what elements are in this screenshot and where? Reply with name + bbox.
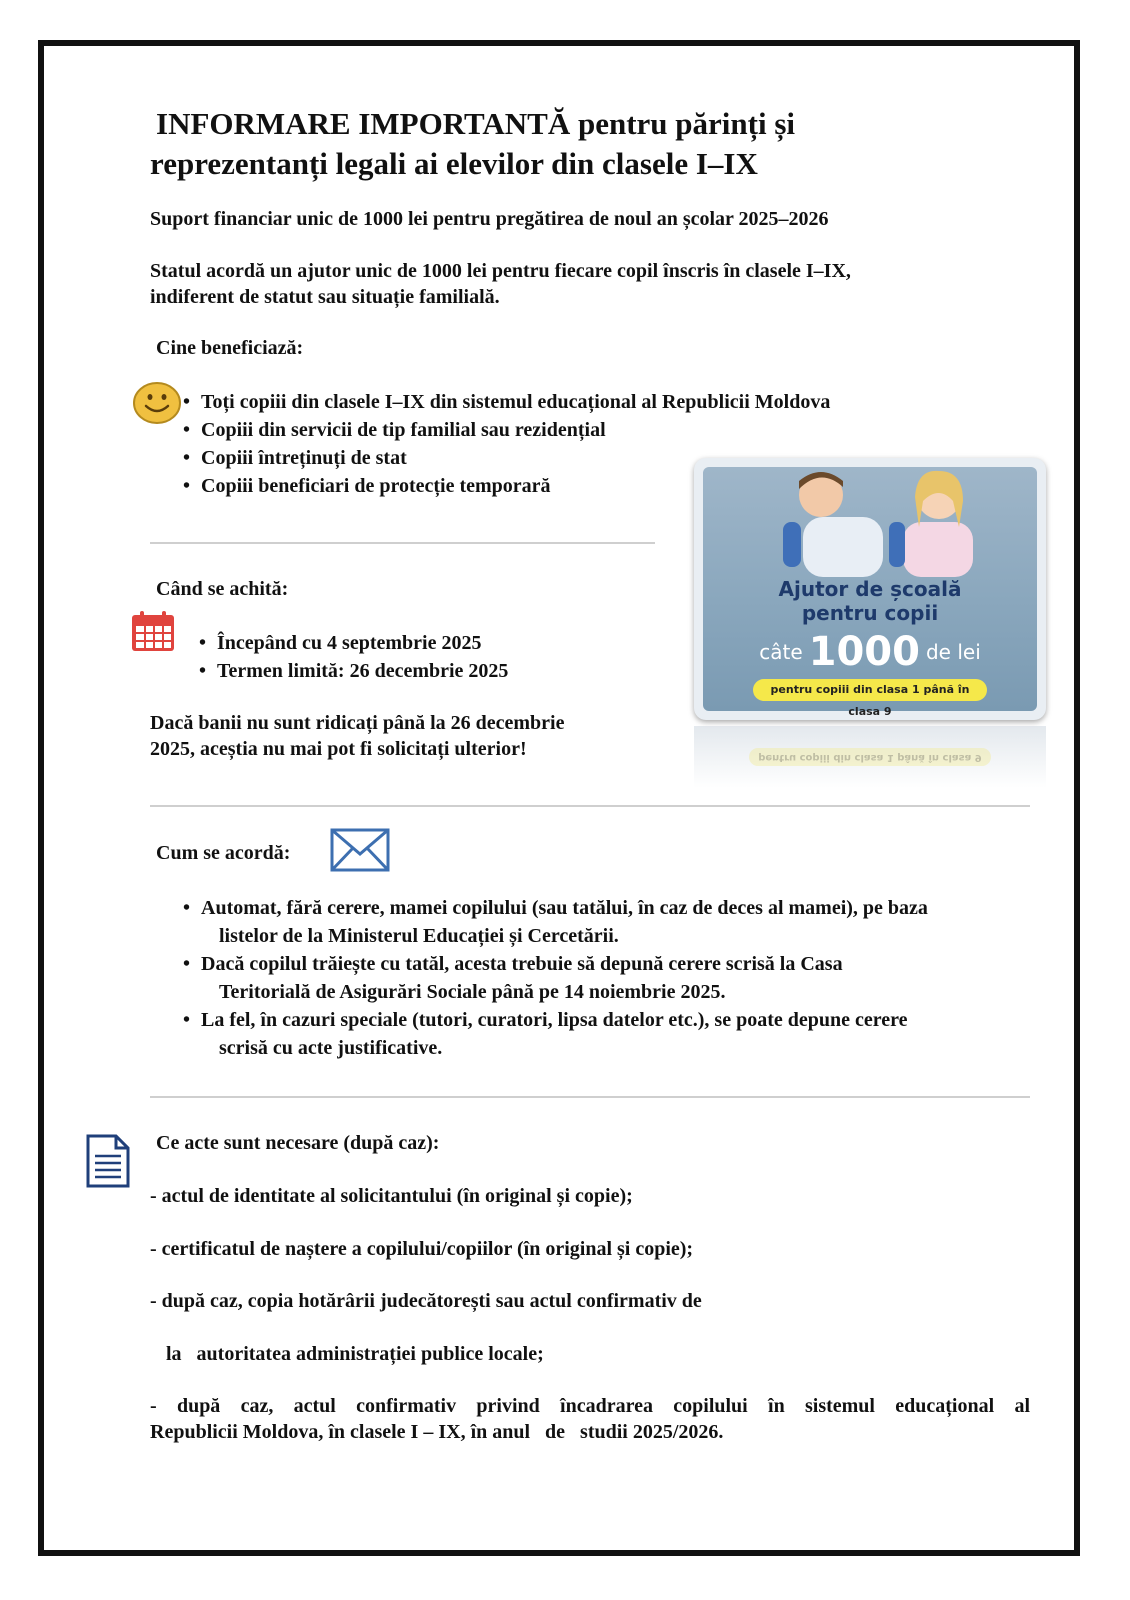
how-list (183, 894, 1043, 1062)
divider (150, 542, 655, 544)
title-line-1: INFORMARE IMPORTANTĂ pentru părinți și (156, 106, 796, 141)
page-title (150, 104, 956, 184)
poster-line-2: pentru copii (801, 601, 939, 625)
payment-list (199, 629, 659, 685)
how-heading: Cum se acordă: (156, 842, 291, 864)
document-icon (86, 1134, 130, 1188)
list-item: • Începând cu 4 septembrie 2025 (199, 629, 659, 657)
list-item: • Copiii beneficiari de protecție temporară (183, 472, 943, 500)
calendar-icon (131, 610, 175, 652)
poster-headline (703, 577, 1037, 625)
list-item: • Toți copiii din clasele I–IX din sistemul educațional al Republicii Moldova (183, 388, 943, 416)
amount-value: 1000 (808, 629, 920, 675)
intro-line-2: indiferent de statut sau situație familială. (150, 286, 500, 308)
doc-item-continued: la autoritatea administrației publice locale; (166, 1343, 544, 1365)
doc-item: - actul de identitate al solicitantului (în original și copie); (150, 1185, 633, 1207)
list-item: • Copiii întreținuți de stat (183, 444, 943, 472)
item-line-1: • La fel, în cazuri speciale (tutori, curatori, lipsa datelor etc.), se poate depune cerere (201, 1009, 908, 1031)
payment-warning (150, 710, 670, 762)
doc-item: - după caz, copia hotărârii judecătorești sau actul confirmativ de (150, 1290, 702, 1312)
subtitle: Suport financiar unic de 1000 lei pentru pregătirea de noul an școlar 2025–2026 (150, 208, 829, 230)
doc-item: - după caz, actul confirmativ privind încadrarea copilului în sistemul educațional al (150, 1395, 1030, 1417)
list-item: • Termen limită: 26 decembrie 2025 (199, 657, 659, 685)
reflection-badge: pentru copiii din clasa 1 până în clasa 9 (749, 748, 991, 766)
poster-line-1: Ajutor de școală (778, 577, 962, 601)
list-item: • Copiii din servicii de tip familial sau rezidențial (183, 416, 943, 444)
intro-paragraph (150, 258, 1050, 310)
intro-line-1: Statul acordă un ajutor unic de 1000 lei pentru fiecare copil înscris în clasele I–IX, (150, 260, 851, 282)
doc-item-continued: Republicii Moldova, în clasele I – IX, în anul de studii 2025/2026. (150, 1421, 724, 1443)
item-line-2: listelor de la Ministerul Educației și Cercetării. (219, 925, 619, 947)
docs-heading: Ce acte sunt necesare (după caz): (156, 1132, 440, 1154)
list-item (183, 894, 1043, 950)
list-item (183, 1006, 1043, 1062)
item-line-2: scrisă cu acte justificative. (219, 1037, 443, 1059)
amount-suffix: de lei (925, 640, 981, 664)
warning-line-1: Dacă banii nu sunt ridicați până la 26 decembrie (150, 712, 565, 734)
smiley-icon (132, 380, 182, 426)
poster-amount (703, 629, 1037, 675)
divider (150, 1096, 1030, 1098)
children-illustration (703, 467, 1037, 577)
item-line-2: Teritorială de Asigurări Sociale până pe 14 noiembrie 2025. (219, 981, 726, 1003)
divider (150, 805, 1030, 807)
item-line-1: • Automat, fără cerere, mamei copilului (sau tatălui, în caz de deces al mamei), pe baza (201, 897, 928, 919)
payment-heading: Când se achită: (156, 578, 289, 600)
list-item (183, 950, 1043, 1006)
envelope-icon (330, 828, 390, 872)
doc-item: - certificatul de naștere a copilului/copiilor (în original și copie); (150, 1238, 694, 1260)
title-line-2: reprezentanți legali ai elevilor din clasele I–IX (150, 146, 758, 181)
poster-reflection (694, 726, 1046, 788)
beneficiaries-heading: Cine beneficiază: (156, 337, 304, 359)
warning-line-2: 2025, aceștia nu mai pot fi solicitați ulterior! (150, 738, 527, 760)
poster-background (703, 467, 1037, 718)
poster-badge: pentru copiii din clasa 1 până în clasa 9 (753, 679, 987, 701)
school-aid-poster (694, 458, 1046, 720)
amount-prefix: câte (759, 640, 803, 664)
item-line-1: • Dacă copilul trăiește cu tatăl, acesta trebuie să depună cerere scrisă la Casa (201, 953, 843, 975)
